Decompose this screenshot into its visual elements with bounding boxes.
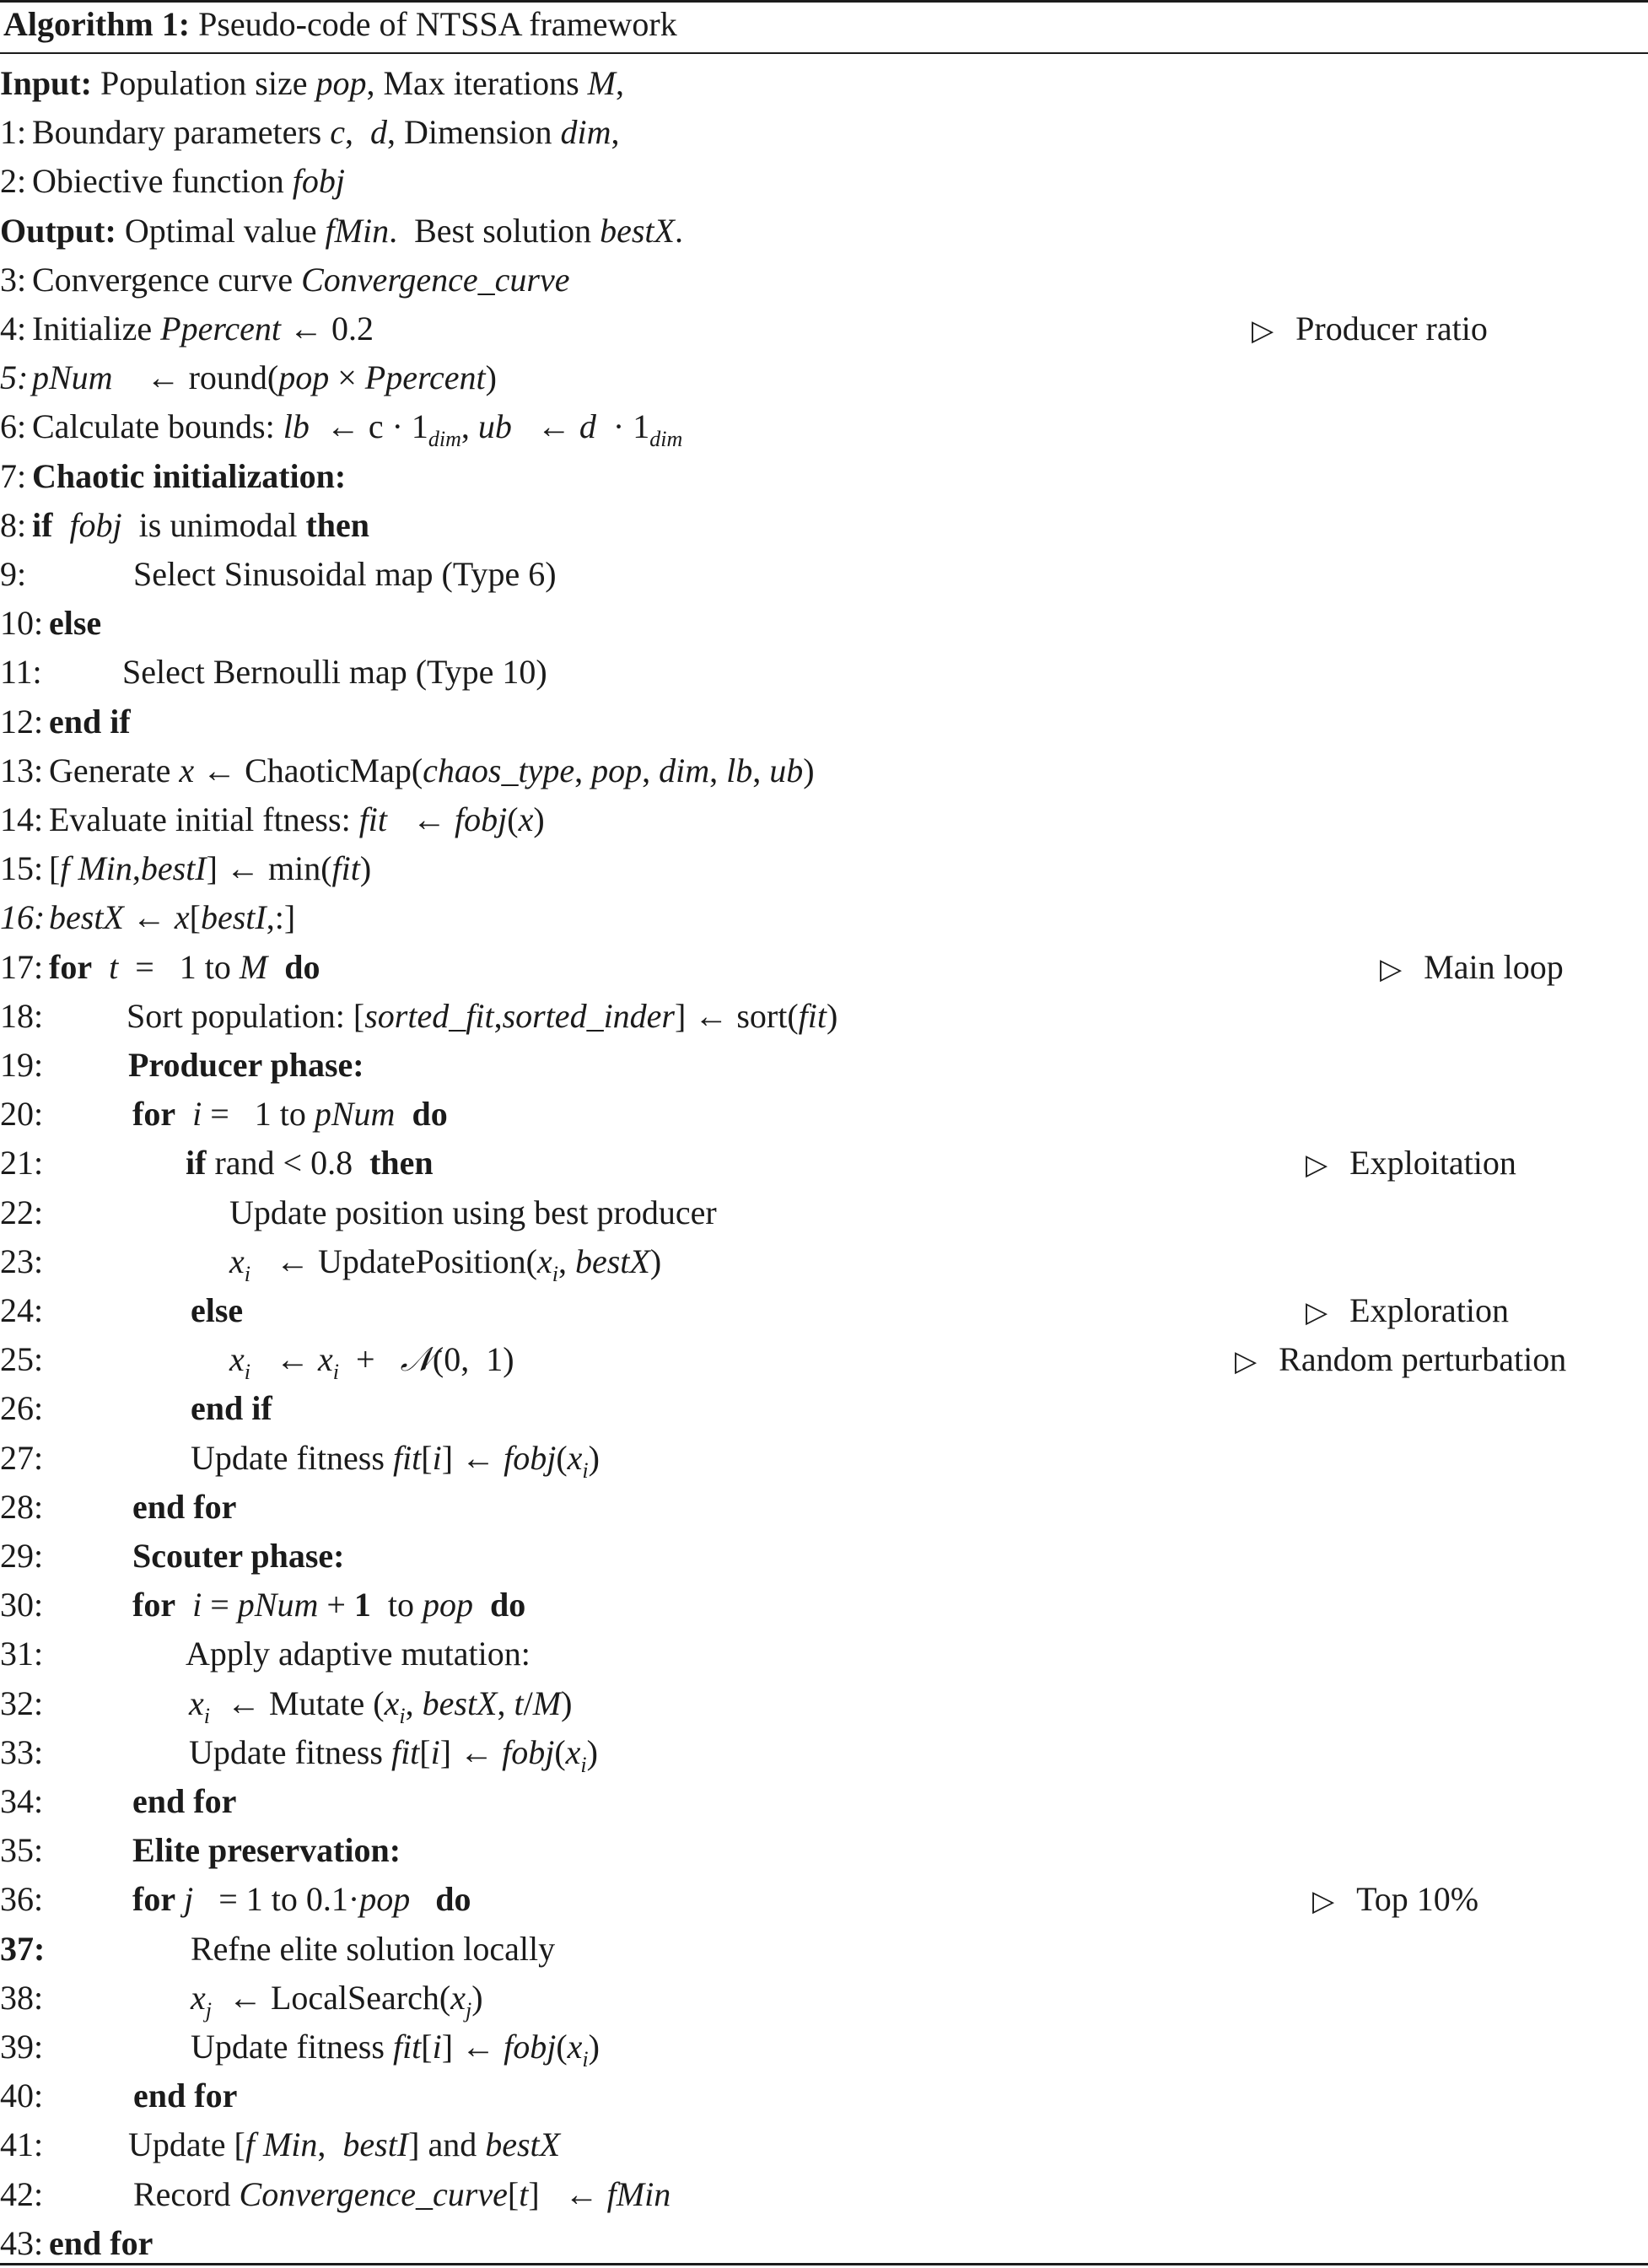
line-comment [1235,1335,1566,1387]
line-code: if fobj is unimodal then [32,505,370,544]
caption-text: Pseudo-code of NTSSA framework [198,5,677,43]
line-code: [f Min,bestI] ← min(fit) [49,849,372,888]
line-code: pNum ← round(pop × Ppercent) [32,358,497,397]
line-number: 23: [0,1242,44,1280]
line-code: Scouter phase: [132,1537,345,1575]
comment-triangle-icon: ▷ [1235,1346,1258,1378]
line-number: 7: [0,456,27,495]
line-number: 38: [0,1978,44,2017]
line-number: 24: [0,1291,44,1329]
line-code: Record Convergence_curve[t] ← fMin [133,2174,671,2213]
line-number: 12: [0,702,44,741]
line-code: Output: Optimal value fMin. Best solution bestX. [0,211,683,250]
caption-rule [0,52,1648,54]
line-number: 36: [0,1880,44,1919]
line-number: 28: [0,1487,44,1526]
line-number: 40: [0,2077,44,2115]
line-number: 15: [0,849,44,888]
line-number: 13: [0,751,44,789]
line-number: 18: [0,996,44,1035]
line-number: 1: [0,113,27,152]
line-number: 32: [0,1683,44,1722]
line-number: 22: [0,1193,44,1231]
comment-triangle-icon: ▷ [1306,1150,1328,1182]
line-code: $x_i$ ← $x_i$ + 𝒩(0, 1) [229,1340,514,1385]
line-number: 31: [0,1635,44,1673]
line-code: $x_j$ ← $LocalSearch(x_j)$ [191,1978,483,2023]
line-comment [1306,1286,1509,1338]
line-number: 26: [0,1389,44,1428]
line-number: 8: [0,505,27,544]
line-number: 25: [0,1340,44,1379]
line-code: Update fitness fit[i] ← $fobj(x_i)$ [191,2028,600,2071]
line-number: 19: [0,1046,44,1084]
line-number: 17: [0,947,44,986]
line-number: 43: [0,2223,44,2262]
bottom-rule [0,2263,1648,2265]
line-code: if rand < 0.8 then [186,1144,434,1182]
line-code: else [191,1291,244,1329]
line-number: 2: [0,162,27,201]
caption-label: Algorithm 1: [3,5,191,43]
line-comment [1312,1875,1478,1926]
line-code: Apply adaptive mutation: [186,1635,530,1673]
top-rule [0,0,1648,3]
comment-text: Producer ratio [1295,310,1488,347]
line-code: Chaotic initialization: [32,456,347,495]
line-number: 20: [0,1095,44,1134]
line-number: 4: [0,310,27,347]
comment-triangle-icon: ▷ [1312,1886,1335,1918]
line-number: 14: [0,800,44,838]
line-code: Generate x ← ChaoticMap(chaos_type, pop, dim, lb, ub) [49,751,815,789]
line-code: $x_i$ ← $UpdatePosition(x_i$, bestX) [229,1242,662,1286]
line-number: 37: [0,1929,46,1968]
comment-triangle-icon: ▷ [1252,315,1274,347]
comment-text: Exploration [1349,1291,1510,1329]
comment-text: Exploitation [1349,1144,1516,1182]
line-comment [1306,1139,1516,1190]
line-code: for t = 1 to M do [49,947,320,986]
line-code: Refne elite solution locally [191,1929,556,1968]
line-code: Select Bernoulli map (Type 10) [122,653,547,692]
line-code: Producer phase: [128,1046,364,1084]
line-code: end for [132,1782,237,1820]
line-code: end if [191,1389,272,1428]
line-code: end for [49,2223,153,2262]
line-code: end for [132,1487,237,1526]
line-code: Elite preservation: [132,1831,401,1870]
line-code: for i = 1 to pNum do [132,1095,448,1134]
line-code: Evaluate initial ftness: fit ← fobj(x) [49,800,545,838]
line-number: 41: [0,2125,44,2164]
line-code: Calculate bounds: lb ← $c \cdot 1_{dim}$, ub ← $d \cdot 1_{dim}$ [32,407,683,452]
line-number: 33: [0,1732,44,1771]
line-code: Select Sinusoidal map (Type 6) [133,555,557,593]
line-code: Initialize Ppercent ← 0.2 [32,310,374,347]
algorithm-caption [3,5,677,44]
line-number: 39: [0,2028,44,2066]
line-number: 30: [0,1586,44,1624]
line-code: Update [f Min, bestI] and bestX [128,2125,561,2164]
line-number: 3: [0,260,27,299]
line-number: 11: [0,653,42,692]
line-number: 5: [0,358,29,397]
comment-triangle-icon: ▷ [1306,1297,1328,1328]
line-code: $x_i$ ← Mutate ($x_i$, bestX, t/M) [189,1683,573,1728]
line-code: for i = pNum + 1 to pop do [132,1586,526,1624]
line-number: 21: [0,1144,44,1182]
line-number: 34: [0,1782,44,1820]
line-code: Boundary parameters c, d, Dimension dim, [32,113,620,152]
line-code: else [49,604,102,643]
comment-triangle-icon: ▷ [1380,953,1403,985]
line-code: end if [49,702,131,741]
line-code: end for [133,2077,238,2115]
line-number: 6: [0,407,27,446]
line-code: Sort population: [sorted_fit,sorted_inder] ← sort(fit) [127,996,838,1035]
line-code: Update fitness fit[i] ← $fobj(x_i)$ [191,1438,600,1483]
line-number: 42: [0,2174,44,2213]
line-code: Obiective function fobj [32,162,346,201]
comment-text: Top 10% [1356,1880,1479,1919]
line-code: Update position using best producer [229,1193,717,1231]
line-code: Update fitness fit[i] ← $fobj(x_i)$ [189,1732,598,1777]
line-number: 10: [0,604,44,643]
line-number: 16: [0,898,46,937]
line-comment [1380,943,1564,994]
comment-text: Random perturbation [1279,1340,1567,1379]
line-number: 29: [0,1537,44,1575]
line-number: 9: [0,555,27,593]
comment-text: Main loop [1424,947,1564,986]
line-code: Input: Population size pop, Max iterations M, [0,64,624,102]
line-code: for j = 1 to 0.1·pop do [132,1880,471,1919]
line-code: Convergence curve Convergence_curve [32,260,570,299]
line-comment [1252,304,1488,356]
line-code: bestX ← x[bestI,:] [49,898,296,937]
line-number: 27: [0,1438,44,1477]
line-number: 35: [0,1831,44,1870]
